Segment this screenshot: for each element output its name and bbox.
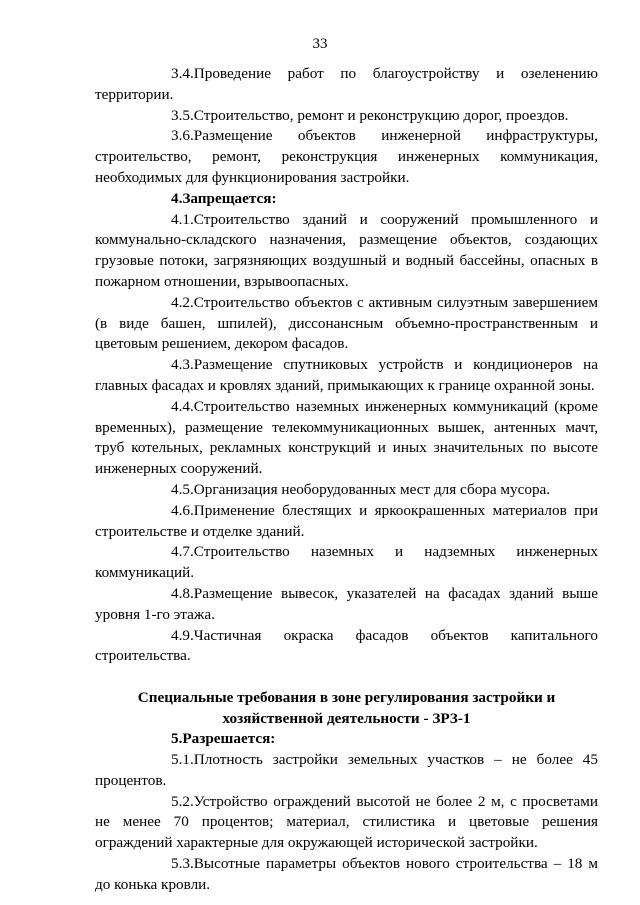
clause-text: Высотные параметры объектов нового строительства – 18 м до конька кровли. [95,854,598,893]
clause-text: Устройство ограждений высотой не более 2 м, с просветами не менее 70 процентов; материал, стилистика и цветовые решения ограждений характерные для окружающей исторической застройки. [95,792,598,852]
heading-text: Запрещается: [182,189,277,207]
clause-5-3 [95,854,598,896]
clause-text: Строительство объектов с активным силуэтным завершением (в виде башен, шпилей), диссонансным объемно-пространственным и цветовым решением, декором фасадов. [95,293,598,353]
clause-4-3 [95,355,598,397]
clause-3-6 [95,126,598,188]
clause-number: 3.5. [171,106,194,124]
clause-4-2 [95,293,598,355]
clause-number: 3.6. [171,127,194,145]
clause-number: 4.7. [171,543,194,561]
clause-4-9 [95,626,598,668]
clause-5-1 [95,750,598,792]
clause-3-4 [95,64,598,106]
clause-number: 4.4. [171,397,194,415]
clause-number: 4.5. [171,480,194,498]
clause-text: Строительство, ремонт и реконструкцию дорог, проездов. [193,106,569,124]
section-title-line-1: Специальные требования в зоне регулирования застройки и [137,689,556,707]
clause-number: 4.8. [171,584,194,602]
heading-prohibited [95,189,598,210]
heading-allowed [95,729,598,750]
clause-text: Строительство наземных инженерных коммуникаций (кроме временных), размещение телекоммуникационных вышек, антенных мачт, труб котельных, рекламных конструкций и иных значительных по высоте инженерных сооружений. [95,397,598,478]
clause-4-1 [95,210,598,293]
clause-text: Размещение спутниковых устройств и кондиционеров на главных фасадах и кровлях зданий, примыкающих к границе охранной зоны. [95,356,598,394]
heading-number: 4. [171,189,183,207]
clause-4-5 [95,480,598,501]
document-body [95,64,598,895]
clause-number: 4.2. [171,293,194,311]
clause-number: 5.3. [171,854,194,872]
section-title [95,687,598,729]
clause-number: 4.1. [171,210,194,228]
clause-text: Частичная окраска фасадов объектов капитального строительства. [95,626,598,665]
section-title-line-2: хозяйственной деятельности - ЗРЗ-1 [222,710,471,728]
clause-number: 3.4. [171,65,194,82]
clause-text: Размещение вывесок, указателей на фасадах зданий выше уровня 1-го этажа. [95,584,598,623]
heading-number: 5. [171,730,183,748]
clause-3-5 [95,106,598,127]
clause-text: Размещение объектов инженерной инфраструктуры, строительство, ремонт, реконструкция инженерных коммуникация, необходимых для функционирования застройки. [95,127,598,186]
clause-text: Плотность застройки земельных участков – не более 45 процентов. [95,750,598,789]
clause-number: 5.1. [171,750,194,768]
clause-text: Строительство наземных и надземных инженерных коммуникаций. [95,543,598,582]
clause-number: 4.3. [171,356,194,374]
clause-text: Применение блестящих и яркоокрашенных материалов при строительстве и отделке зданий. [95,501,598,540]
clause-number: 4.6. [171,501,194,519]
clause-5-2 [95,792,598,854]
clause-4-4 [95,397,598,480]
clause-4-6 [95,501,598,543]
clause-number: 4.9. [171,626,194,644]
clause-number: 5.2. [171,792,194,810]
page-number: 33 [312,36,328,52]
clause-text: Строительство зданий и сооружений промышленного и коммунально-складского назначения, размещение объектов, создающих грузовые потоки, загрязняющих воздушный и водный бассейны, опасных в пожарном отношении, взрывоопасных. [95,210,598,290]
clause-4-7 [95,542,598,584]
clause-4-8 [95,584,598,626]
heading-text: Разрешается: [182,730,276,748]
clause-text: Организация необорудованных мест для сбора мусора. [193,480,551,498]
clause-text: Проведение работ по благоустройству и озеленению территории. [95,65,598,103]
